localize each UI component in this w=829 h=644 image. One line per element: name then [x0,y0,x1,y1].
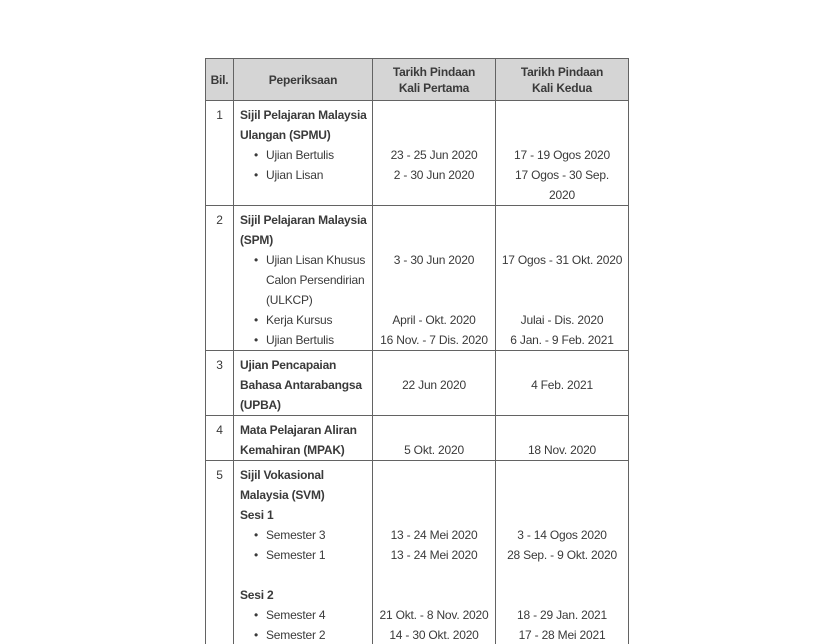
bullet-icon: • [254,333,259,347]
date-first-cell: 16 Nov. - 7 Dis. 2020 [373,330,496,350]
exam-title-label: (UPBA) [240,398,281,412]
table-line [206,485,628,505]
table-line [206,351,628,375]
bil-cell [206,485,234,505]
table-line [206,375,628,395]
date-first-cell [373,416,496,440]
exam-item-label: Semester 3 [266,528,326,542]
exam-cell [234,101,373,125]
bullet-icon: • [254,528,259,542]
date-first-cell: 3 - 30 Jun 2020 [373,250,496,270]
table-row [206,206,628,351]
date-first-cell [373,270,496,290]
exam-cell [234,270,373,290]
date-second-cell [496,395,628,415]
exam-cell [234,206,373,230]
bullet-icon: • [254,148,259,162]
exam-cell [234,440,373,460]
exam-title-label: (SPM) [240,233,273,247]
table-line [206,145,628,165]
bil-cell [206,250,234,270]
date-first-cell: 5 Okt. 2020 [373,440,496,460]
table-row [206,416,628,461]
date-first-cell [373,101,496,125]
date-second-cell [496,101,628,125]
exam-title-label: Kemahiran (MPAK) [240,443,345,457]
date-first-cell: 22 Jun 2020 [373,375,496,395]
bil-cell [206,230,234,250]
table-line [206,395,628,415]
exam-title-label: Ujian Pencapaian [240,358,337,372]
bullet-icon: • [254,608,259,622]
bil-cell: 5 [206,461,234,485]
header-kali-kedua-line2: Kali Kedua [531,80,593,95]
table-line [206,565,628,585]
table-line [206,230,628,250]
exam-cell [234,395,373,415]
date-first-cell [373,565,496,585]
exam-cell [234,485,373,505]
header-kali-kedua-line1: Tarikh Pindaan [520,64,604,79]
header-peperiksaan [234,59,373,100]
table-header-row [206,59,628,101]
exam-cell [234,310,373,330]
date-first-cell: 23 - 25 Jun 2020 [373,145,496,165]
exam-cell [234,185,373,205]
exam-title-label: Ulangan (SPMU) [240,128,331,142]
table-line [206,206,628,230]
exam-item-label: Ujian Lisan [266,168,324,182]
bil-cell: 2 [206,206,234,230]
exam-item-label: Semester 2 [266,628,326,642]
exam-item-label: Calon Persendirian [266,273,365,287]
date-second-cell: 28 Sep. - 9 Okt. 2020 [507,548,617,562]
exam-title-label: Sijil Pelajaran Malaysia [240,108,367,122]
exam-cell [234,461,373,485]
exam-title-label: Sesi 1 [240,508,274,522]
exam-item-label: Kerja Kursus [266,313,333,327]
date-first-cell [373,505,496,525]
table-line [206,416,628,440]
date-second-cell [496,206,628,230]
bil-cell [206,375,234,395]
date-first-cell [373,585,496,605]
exam-title-label: Bahasa Antarabangsa [240,378,362,392]
table-line [206,545,628,565]
date-first-cell [373,461,496,485]
table-line [206,625,628,644]
date-first-cell [373,185,496,205]
exam-cell [234,125,373,145]
table-line [206,310,628,330]
date-second-cell: 2020 [549,188,575,202]
table-row [206,351,628,416]
bil-cell [206,125,234,145]
exam-title-label: Mata Pelajaran Aliran [240,423,357,437]
bil-cell [206,310,234,330]
date-first-cell: 2 - 30 Jun 2020 [373,165,496,185]
date-first-cell: 14 - 30 Okt. 2020 [373,625,496,644]
bil-cell: 1 [206,101,234,125]
header-kali-kedua [496,59,628,100]
date-second-cell: 4 Feb. 2021 [531,378,593,392]
table-line [206,505,628,525]
header-kali-pertama-line1: Tarikh Pindaan [392,64,476,79]
table-line [206,525,628,545]
bil-cell [206,525,234,545]
table-body [206,101,628,644]
date-first-cell: 21 Okt. - 8 Nov. 2020 [373,605,496,625]
date-second-cell: 6 Jan. - 9 Feb. 2021 [510,333,614,347]
exam-cell [234,165,373,185]
date-second-cell [496,461,628,485]
bil-cell [206,625,234,644]
date-first-cell: 13 - 24 Mei 2020 [373,545,496,565]
header-bil [206,59,234,100]
bil-cell [206,165,234,185]
date-second-cell [496,270,628,290]
bullet-icon: • [254,168,259,182]
bil-cell: 3 [206,351,234,375]
date-second-cell [496,585,628,605]
date-second-cell [496,230,628,250]
bullet-icon: • [254,628,259,642]
table-line [206,461,628,485]
date-second-cell [496,505,628,525]
bil-cell [206,145,234,165]
bil-cell: 4 [206,416,234,440]
exam-cell [234,230,373,250]
exam-title-label: Sesi 2 [240,588,274,602]
bil-cell [206,605,234,625]
exam-item-label: Semester 1 [266,548,326,562]
table-line [206,250,628,270]
date-first-cell: 13 - 24 Mei 2020 [373,525,496,545]
bil-cell [206,585,234,605]
date-second-cell [496,565,628,585]
date-second-cell: 18 Nov. 2020 [527,443,597,457]
exam-cell [234,605,373,625]
date-second-cell: 17 Ogos - 30 Sep. [515,168,609,182]
exam-schedule-table [205,58,629,644]
bil-cell [206,565,234,585]
date-second-cell: 18 - 29 Jan. 2021 [516,608,607,622]
table-row [206,461,628,644]
table-line [206,185,628,205]
bil-cell [206,290,234,310]
exam-title-label: Sijil Vokasional [240,468,324,482]
date-second-cell: 17 Ogos - 31 Okt. 2020 [501,253,623,267]
exam-cell [234,375,373,395]
bullet-icon: • [254,313,259,327]
exam-cell [234,250,373,270]
bil-cell [206,330,234,350]
table-row [206,101,628,206]
exam-item-label: Semester 4 [266,608,326,622]
table-line [206,125,628,145]
date-second-cell [496,351,628,375]
date-second-cell [496,290,628,310]
header-kali-pertama-line2: Kali Pertama [398,80,470,95]
exam-cell [234,505,373,525]
date-second-cell: 17 - 19 Ogos 2020 [513,148,610,162]
date-first-cell [373,351,496,375]
bullet-icon: • [254,253,259,267]
table-line [206,165,628,185]
date-second-cell: 3 - 14 Ogos 2020 [517,528,607,542]
date-second-cell: Julai - Dis. 2020 [520,313,604,327]
table-line [206,585,628,605]
exam-cell [234,565,373,585]
exam-title-label: Malaysia (SVM) [240,488,325,502]
bullet-icon: • [254,548,259,562]
date-first-cell: April - Okt. 2020 [373,310,496,330]
date-second-cell [496,125,628,145]
header-bil-label: Bil. [210,72,229,87]
bil-cell [206,395,234,415]
exam-item-label: Ujian Bertulis [266,333,334,347]
exam-item-label: Ujian Bertulis [266,148,334,162]
table-line [206,101,628,125]
bil-cell [206,545,234,565]
date-first-cell [373,230,496,250]
date-first-cell [373,125,496,145]
exam-item-label: (ULKCP) [266,293,313,307]
date-first-cell [373,395,496,415]
table-line [206,330,628,350]
exam-cell [234,351,373,375]
bil-cell [206,505,234,525]
date-first-cell [373,485,496,505]
header-kali-pertama [373,59,496,100]
table-line [206,440,628,460]
table-line [206,605,628,625]
exam-cell [234,145,373,165]
exam-cell [234,330,373,350]
date-first-cell [373,290,496,310]
bil-cell [206,440,234,460]
exam-cell [234,545,373,565]
header-peperiksaan-label: Peperiksaan [268,72,338,87]
exam-item-label: Ujian Lisan Khusus [266,253,366,267]
table-line [206,270,628,290]
date-second-cell [496,416,628,440]
bil-cell [206,185,234,205]
exam-cell [234,585,373,605]
date-first-cell [373,206,496,230]
exam-cell [234,525,373,545]
date-second-cell [496,485,628,505]
exam-cell [234,416,373,440]
date-second-cell: 17 - 28 Mei 2021 [518,628,606,642]
exam-cell [234,290,373,310]
bil-cell [206,270,234,290]
table-line [206,290,628,310]
exam-cell [234,625,373,644]
exam-title-label: Sijil Pelajaran Malaysia [240,213,367,227]
